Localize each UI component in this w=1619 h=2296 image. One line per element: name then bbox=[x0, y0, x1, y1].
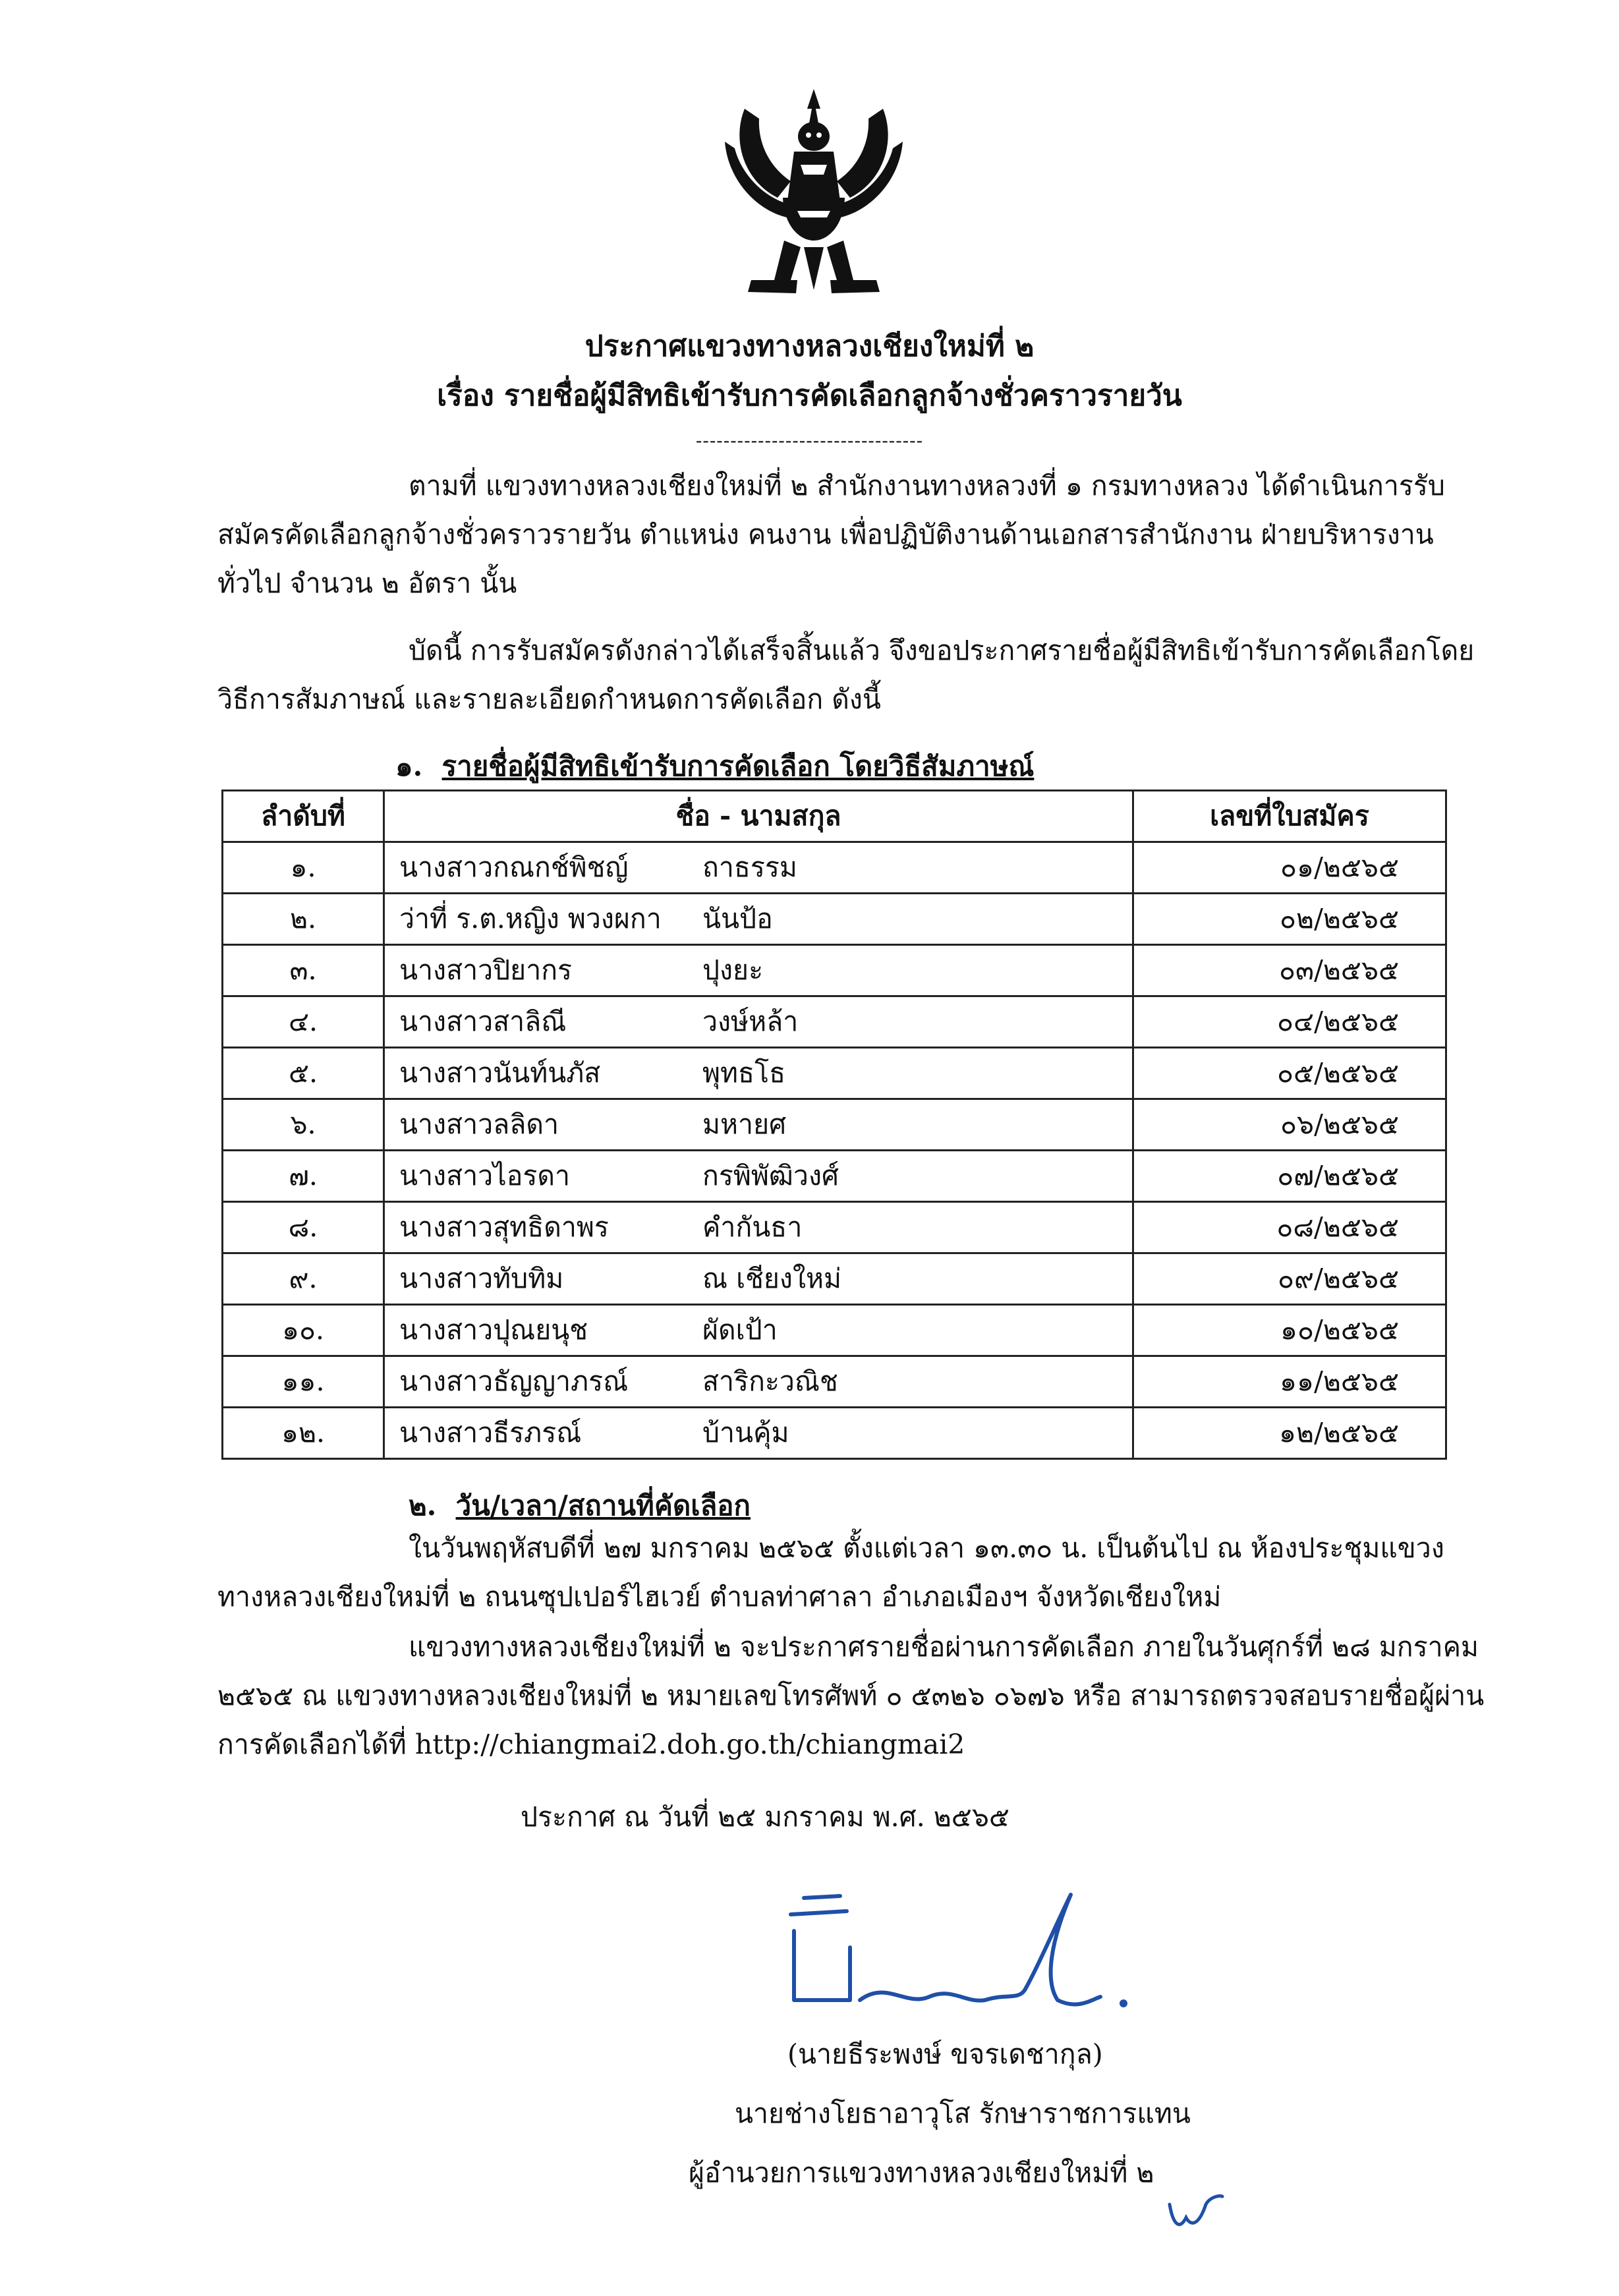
table-header-row bbox=[223, 791, 1446, 842]
row-name bbox=[384, 1356, 1133, 1408]
section-1-number: ๑. bbox=[395, 750, 423, 782]
table-row bbox=[223, 842, 1446, 894]
announcement-subject: เรื่อง รายชื่อผู้มีสิทธิเข้ารับการคัดเลือกลูกจ้างชั่วคราวรายวัน bbox=[437, 379, 1182, 413]
row-application-number: ๐๔/๒๕๖๕ bbox=[1133, 996, 1446, 1048]
table-row bbox=[223, 894, 1446, 945]
row-application-number: ๑๐/๒๕๖๕ bbox=[1133, 1305, 1446, 1356]
last-name: ณ เชียงใหม่ bbox=[702, 1263, 842, 1294]
section-2-heading bbox=[409, 1484, 751, 1528]
signatory-name: (นายธีระพงษ์ ขจรเดชากุล) bbox=[787, 2038, 1103, 2070]
table-row bbox=[223, 1305, 1446, 1356]
table-row bbox=[223, 1048, 1446, 1099]
last-name: มหายศ bbox=[702, 1108, 787, 1140]
first-name: นางสาวธัญญาภรณ์ bbox=[399, 1365, 629, 1397]
announcement-date: ประกาศ ณ วันที่ ๒๕ มกราคม พ.ศ. ๒๕๖๕ bbox=[521, 1801, 1009, 1833]
row-index: ๑. bbox=[223, 842, 384, 894]
table-row bbox=[223, 1408, 1446, 1459]
first-name: นางสาวกณกช์พิชญ์ bbox=[399, 851, 629, 883]
intro-paragraph-2: บัดนี้ การรับสมัครดังกล่าวได้เสร็จสิ้นแล้ว จึงขอประกาศรายชื่อผู้มีสิทธิเข้ารับการคัดเลือกโดยวิธีการสัมภาษณ์ และรายละเอียดกำหนดการคัดเลือก ดังนี้ bbox=[217, 635, 1475, 715]
row-name bbox=[384, 1305, 1133, 1356]
last-name: พุทธโธ bbox=[702, 1057, 786, 1089]
header-application-number: เลขที่ใบสมัคร bbox=[1133, 791, 1446, 842]
row-name bbox=[384, 1202, 1133, 1253]
row-index: ๖. bbox=[223, 1099, 384, 1151]
row-application-number: ๐๗/๒๕๖๕ bbox=[1133, 1151, 1446, 1202]
signature bbox=[787, 1868, 1156, 2026]
row-application-number: ๐๘/๒๕๖๕ bbox=[1133, 1202, 1446, 1253]
first-name: นางสาวทับทิม bbox=[399, 1263, 564, 1294]
row-index: ๘. bbox=[223, 1202, 384, 1253]
results-paragraph: แขวงทางหลวงเชียงใหม่ที่ ๒ จะประกาศรายชื่อผ่านการคัดเลือก ภายในวันศุกร์ที่ ๒๘ มกราคม ๒๕๖๕ ณ แขวงทางหลวงเชียงใหม่ที่ ๒ หมายเลขโทรศัพท์ ๐ ๕๓๒๖ ๐๖๗๖ หรือ สามารถตรวจสอบรายชื่อผู้ผ่านการคัดเลือกได้ที่ http://chiangmai2.doh.go.th/chiangmai2 bbox=[217, 1631, 1485, 1760]
row-index: ๓. bbox=[223, 945, 384, 996]
row-index: ๑๐. bbox=[223, 1305, 384, 1356]
table-row bbox=[223, 1151, 1446, 1202]
row-application-number: ๐๖/๒๕๖๕ bbox=[1133, 1099, 1446, 1151]
last-name: กรพิพัฒิวงศ์ bbox=[702, 1160, 839, 1191]
signatory-position: นายช่างโยธาอาวุโส รักษาราชการแทน bbox=[735, 2098, 1191, 2129]
first-name: นางสาวนันท์นภัส bbox=[399, 1057, 601, 1089]
table-row bbox=[223, 1099, 1446, 1151]
row-name bbox=[384, 1099, 1133, 1151]
first-name: นางสาวไอรดา bbox=[399, 1160, 571, 1191]
first-name: นางสาวลลิดา bbox=[399, 1108, 559, 1140]
schedule-paragraph: ในวันพฤหัสบดีที่ ๒๗ มกราคม ๒๕๖๕ ตั้งแต่เวลา ๑๓.๓๐ น. เป็นต้นไป ณ ห้องประชุมแขวงทางหลวงเชียงใหม่ที่ ๒ ถนนซุปเปอร์ไฮเวย์ ตำบลท่าศาลา อำเภอเมืองฯ จังหวัดเชียงใหม่ bbox=[217, 1532, 1444, 1613]
garuda-emblem bbox=[705, 82, 923, 300]
row-application-number: ๐๓/๒๕๖๕ bbox=[1133, 945, 1446, 996]
table-row bbox=[223, 945, 1446, 996]
section-2-title: วัน/เวลา/สถานที่คัดเลือก bbox=[455, 1489, 751, 1522]
row-name bbox=[384, 842, 1133, 894]
last-name: คำกันธา bbox=[702, 1211, 803, 1243]
announcement-title: ประกาศแขวงทางหลวงเชียงใหม่ที่ ๒ bbox=[584, 330, 1035, 363]
row-index: ๑๑. bbox=[223, 1356, 384, 1408]
row-application-number: ๑๑/๒๕๖๕ bbox=[1133, 1356, 1446, 1408]
row-application-number: ๐๙/๒๕๖๕ bbox=[1133, 1253, 1446, 1305]
first-name: ว่าที่ ร.ต.หญิง พวงผกา bbox=[399, 903, 662, 934]
table-row bbox=[223, 996, 1446, 1048]
first-name: นางสาวธีรภรณ์ bbox=[399, 1417, 582, 1449]
header-index: ลำดับที่ bbox=[223, 791, 384, 842]
row-name bbox=[384, 1151, 1133, 1202]
row-name bbox=[384, 1048, 1133, 1099]
intro-paragraph-1: ตามที่ แขวงทางหลวงเชียงใหม่ที่ ๒ สำนักงานทางหลวงที่ ๑ กรมทางหลวง ได้ดำเนินการรับสมัครคัดเลือกลูกจ้างชั่วคราวรายวัน ตำแหน่ง คนงาน เพื่อปฏิบัติงานด้านเอกสารสำนักงาน ฝ่ายบริหารงานทั่วไป จำนวน ๒ อัตรา นั้น bbox=[217, 470, 1445, 599]
last-name: ผัดเป้า bbox=[702, 1314, 778, 1346]
last-name: สาริกะวณิช bbox=[702, 1365, 838, 1397]
row-application-number: ๑๒/๒๕๖๕ bbox=[1133, 1408, 1446, 1459]
row-name bbox=[384, 1253, 1133, 1305]
row-name bbox=[384, 894, 1133, 945]
row-index: ๔. bbox=[223, 996, 384, 1048]
first-name: นางสาวสาลิณี bbox=[399, 1006, 567, 1037]
candidate-table bbox=[221, 789, 1447, 1460]
handwritten-initial bbox=[1166, 2191, 1226, 2237]
row-application-number: ๐๒/๒๕๖๕ bbox=[1133, 894, 1446, 945]
row-application-number: ๐๑/๒๕๖๕ bbox=[1133, 842, 1446, 894]
section-1-heading bbox=[395, 745, 1034, 788]
row-index: ๑๒. bbox=[223, 1408, 384, 1459]
row-application-number: ๐๕/๒๕๖๕ bbox=[1133, 1048, 1446, 1099]
last-name: ถาธรรม bbox=[702, 851, 797, 883]
last-name: ปุงยะ bbox=[702, 954, 764, 986]
title-separator: --------------------------------- bbox=[695, 430, 924, 451]
table-row bbox=[223, 1356, 1446, 1408]
first-name: นางสาวสุทธิดาพร bbox=[399, 1211, 609, 1243]
row-index: ๗. bbox=[223, 1151, 384, 1202]
header-name: ชื่อ - นามสกุล bbox=[384, 791, 1133, 842]
signatory-office: ผู้อำนวยการแขวงทางหลวงเชียงใหม่ที่ ๒ bbox=[689, 2157, 1154, 2189]
table-row bbox=[223, 1202, 1446, 1253]
section-2-number: ๒. bbox=[409, 1489, 437, 1522]
last-name: วงษ์หล้า bbox=[702, 1006, 799, 1037]
row-name bbox=[384, 945, 1133, 996]
section-1-title: รายชื่อผู้มีสิทธิเข้ารับการคัดเลือก โดยวิธีสัมภาษณ์ bbox=[441, 750, 1035, 782]
row-name bbox=[384, 996, 1133, 1048]
row-index: ๒. bbox=[223, 894, 384, 945]
table-row bbox=[223, 1253, 1446, 1305]
last-name: นันป้อ bbox=[702, 903, 773, 934]
row-index: ๕. bbox=[223, 1048, 384, 1099]
first-name: นางสาวปิยากร bbox=[399, 954, 573, 986]
row-name bbox=[384, 1408, 1133, 1459]
row-index: ๙. bbox=[223, 1253, 384, 1305]
last-name: บ้านคุ้ม bbox=[702, 1417, 789, 1449]
first-name: นางสาวปุณยนุช bbox=[399, 1314, 588, 1346]
